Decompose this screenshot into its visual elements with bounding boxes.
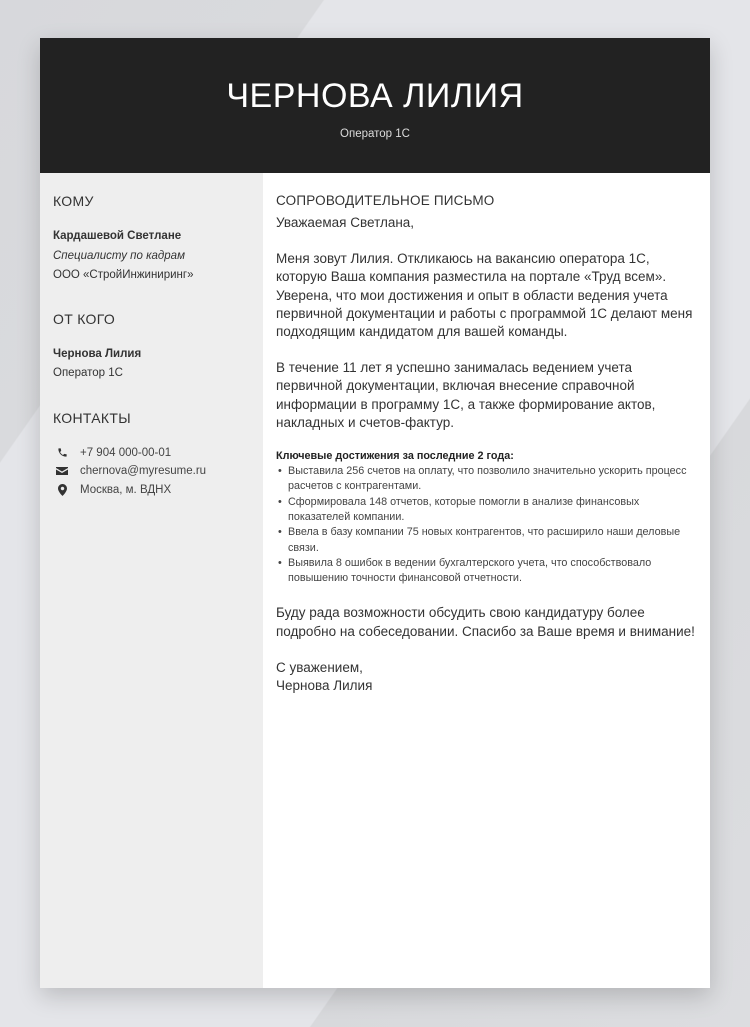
contacts-section bbox=[53, 410, 250, 500]
recipient-company: ООО «СтройИнжиниринг» bbox=[53, 269, 194, 281]
envelope-icon bbox=[56, 465, 68, 477]
contacts-heading: КОНТАКТЫ bbox=[53, 409, 131, 426]
contact-email[interactable] bbox=[53, 462, 250, 481]
achievements-list bbox=[276, 464, 697, 586]
recipient-heading: КОМУ bbox=[53, 193, 94, 209]
sender-name: Чернова Лилия bbox=[53, 347, 142, 360]
achievement-item: • Выявила 8 ошибок в ведении бухгалтерского учета, что способствовало повышению точности финансовой отчетности. bbox=[276, 556, 697, 587]
achievement-item: • Ввела в базу компании 75 новых контрагентов, что расширило наши деловые связи. bbox=[276, 525, 697, 556]
sidebar bbox=[40, 173, 263, 988]
contact-phone-value: +7 904 000-00-01 bbox=[80, 446, 172, 459]
map-pin-icon bbox=[56, 484, 68, 496]
applicant-position: Оператор 1С bbox=[340, 128, 410, 140]
letter-signature: Чернова Лилия bbox=[276, 678, 373, 694]
contact-email-value: chernova@myresume.ru bbox=[80, 465, 207, 478]
header bbox=[40, 38, 710, 173]
letter-closing: С уважением, bbox=[276, 659, 363, 675]
page-body bbox=[40, 173, 710, 988]
letter-title: СОПРОВОДИТЕЛЬНОЕ ПИСЬМО bbox=[276, 193, 495, 208]
sender-role: Оператор 1С bbox=[53, 367, 123, 379]
achievement-item: • Сформировала 148 отчетов, которые помогли в анализе финансовых показателей компании. bbox=[276, 495, 697, 526]
recipient-role: Специалисту по кадрам bbox=[53, 249, 185, 262]
contact-location bbox=[53, 481, 250, 500]
applicant-name: ЧЕРНОВА ЛИЛИЯ bbox=[226, 77, 524, 115]
letter-paragraph-3: Буду рада возможности обсудить свою кандидатуру более подробно на собеседовании. Спасибо за Ваше время и внимание! bbox=[276, 605, 695, 639]
recipient-name: Кардашевой Светлане bbox=[53, 230, 182, 242]
sender-heading: ОТ КОГО bbox=[53, 310, 116, 327]
recipient-section bbox=[53, 193, 250, 286]
phone-icon bbox=[56, 447, 68, 459]
achievements-title: Ключевые достижения за последние 2 года: bbox=[276, 450, 514, 463]
letter-paragraph-1: Меня зовут Лилия. Откликаюсь на вакансию оператора 1С, которую Ваша компания разместила на портале «Труд всем». Уверена, что мои достижения и опыт в области ведения учета первичной документации и работы с программой 1С делают меня подходящим кандидатом для вашей команды. bbox=[276, 251, 693, 340]
contact-location-value: Москва, м. ВДНХ bbox=[80, 483, 172, 496]
contact-phone[interactable] bbox=[53, 444, 250, 463]
sender-section bbox=[53, 311, 250, 384]
achievement-item: • Выставила 256 счетов на оплату, что позволило значительно ускорить процесс расчетов с контрагентами. bbox=[276, 464, 697, 495]
letter-greeting: Уважаемая Светлана, bbox=[276, 215, 415, 230]
letter-content bbox=[263, 173, 710, 988]
letter-paragraph-2: В течение 11 лет я успешно занималась ведением учета первичной документации, включая внесение справочной информации в программу 1С, а также формирование актов, накладных и счетов-фактур. bbox=[276, 360, 656, 430]
cover-letter-page bbox=[40, 38, 710, 988]
